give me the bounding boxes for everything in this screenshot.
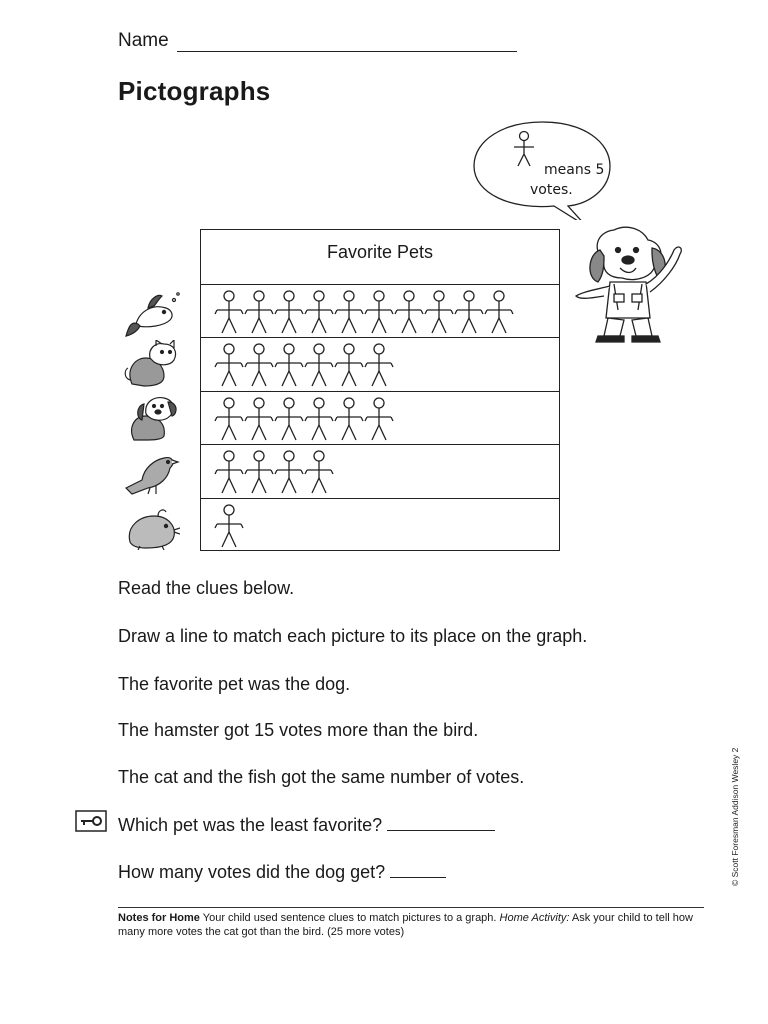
- question-2: [118, 861, 446, 883]
- clues-intro: Read the clues below.: [118, 578, 295, 598]
- key-icon: [75, 810, 107, 832]
- stick-figure-symbol: [424, 288, 454, 336]
- stick-figure-symbol: [364, 395, 394, 443]
- clues-instruction: Draw a line to match each picture to its place on the graph.: [118, 626, 588, 646]
- name-label: Name: [118, 30, 169, 51]
- stick-figure-symbol: [214, 288, 244, 336]
- stick-figure-symbol: [454, 288, 484, 336]
- question-1-text: Which pet was the least favorite?: [118, 815, 383, 835]
- legend-votes: votes.: [530, 182, 573, 198]
- copyright-notice: [724, 728, 744, 888]
- page-title: Pictographs: [118, 76, 271, 106]
- stick-figure-symbol: [304, 448, 334, 496]
- graph-row-dog: [200, 391, 560, 444]
- name-field: [118, 30, 517, 52]
- notes-for-home: [118, 907, 704, 939]
- stick-figure-symbol: [304, 341, 334, 389]
- stick-figure-symbol: [364, 341, 394, 389]
- clue-3: The cat and the fish got the same number of votes.: [118, 767, 525, 787]
- stick-figure-symbol: [484, 288, 514, 336]
- stick-figure-symbol: [214, 502, 244, 550]
- stick-figure-symbol: [214, 395, 244, 443]
- stick-figure-symbol: [364, 288, 394, 336]
- stick-figure-symbol: [214, 341, 244, 389]
- fish-picture: [124, 290, 180, 338]
- home-activity-label: Home Activity:: [499, 912, 570, 924]
- stick-figure-symbol: [274, 448, 304, 496]
- graph-row-bird: [200, 444, 560, 497]
- stick-figure-symbol: [214, 448, 244, 496]
- stick-figure-symbol: [274, 288, 304, 336]
- stick-figure-symbol: [304, 395, 334, 443]
- graph-row-fish: [200, 284, 560, 337]
- notes-label: Notes for Home: [118, 912, 200, 924]
- stick-figure-symbol: [304, 288, 334, 336]
- stick-figure-symbol: [244, 395, 274, 443]
- symbols-dog: [214, 395, 394, 443]
- symbols-bird: [214, 448, 334, 496]
- stick-figure-symbol: [274, 341, 304, 389]
- graph-row-cat: [200, 337, 560, 390]
- legend-means: means 5: [544, 162, 605, 178]
- clue-2: The hamster got 15 votes more than the bird.: [118, 720, 479, 740]
- copyright-text: © Scott Foresman Addison Wesley 2: [730, 747, 740, 886]
- cat-picture: [124, 340, 180, 388]
- stick-figure-symbol: [274, 395, 304, 443]
- graph-title: Favorite Pets: [326, 242, 434, 262]
- graph-row-hamster: [200, 498, 560, 551]
- legend-text: [530, 160, 604, 200]
- question-1-answer-blank[interactable]: [387, 814, 495, 831]
- clue-1: The favorite pet was the dog.: [118, 674, 351, 694]
- name-blank[interactable]: [177, 33, 517, 52]
- question-2-text: How many votes did the dog get?: [118, 862, 386, 882]
- stick-figure-symbol: [394, 288, 424, 336]
- question-1: [118, 814, 495, 836]
- stick-figure-symbol: [334, 395, 364, 443]
- stick-figure-symbol: [334, 288, 364, 336]
- symbols-hamster: [214, 502, 244, 550]
- symbols-fish: [214, 288, 514, 336]
- stick-figure-symbol: [244, 288, 274, 336]
- question-2-answer-blank[interactable]: [390, 861, 446, 878]
- notes-text-1: Your child used sentence clues to match pictures to a graph.: [202, 912, 497, 924]
- dog-picture: [124, 394, 180, 442]
- symbols-cat: [214, 341, 394, 389]
- stick-figure-symbol: [334, 341, 364, 389]
- stick-figure-symbol: [244, 448, 274, 496]
- notes-text-2: Ask your child to tell how many more votes the cat got than the bird. (25 more votes): [118, 912, 693, 938]
- stick-figure-symbol: [244, 341, 274, 389]
- bird-picture: [124, 448, 180, 496]
- dog-mascot-illustration: [574, 220, 686, 346]
- hamster-picture: [124, 502, 180, 550]
